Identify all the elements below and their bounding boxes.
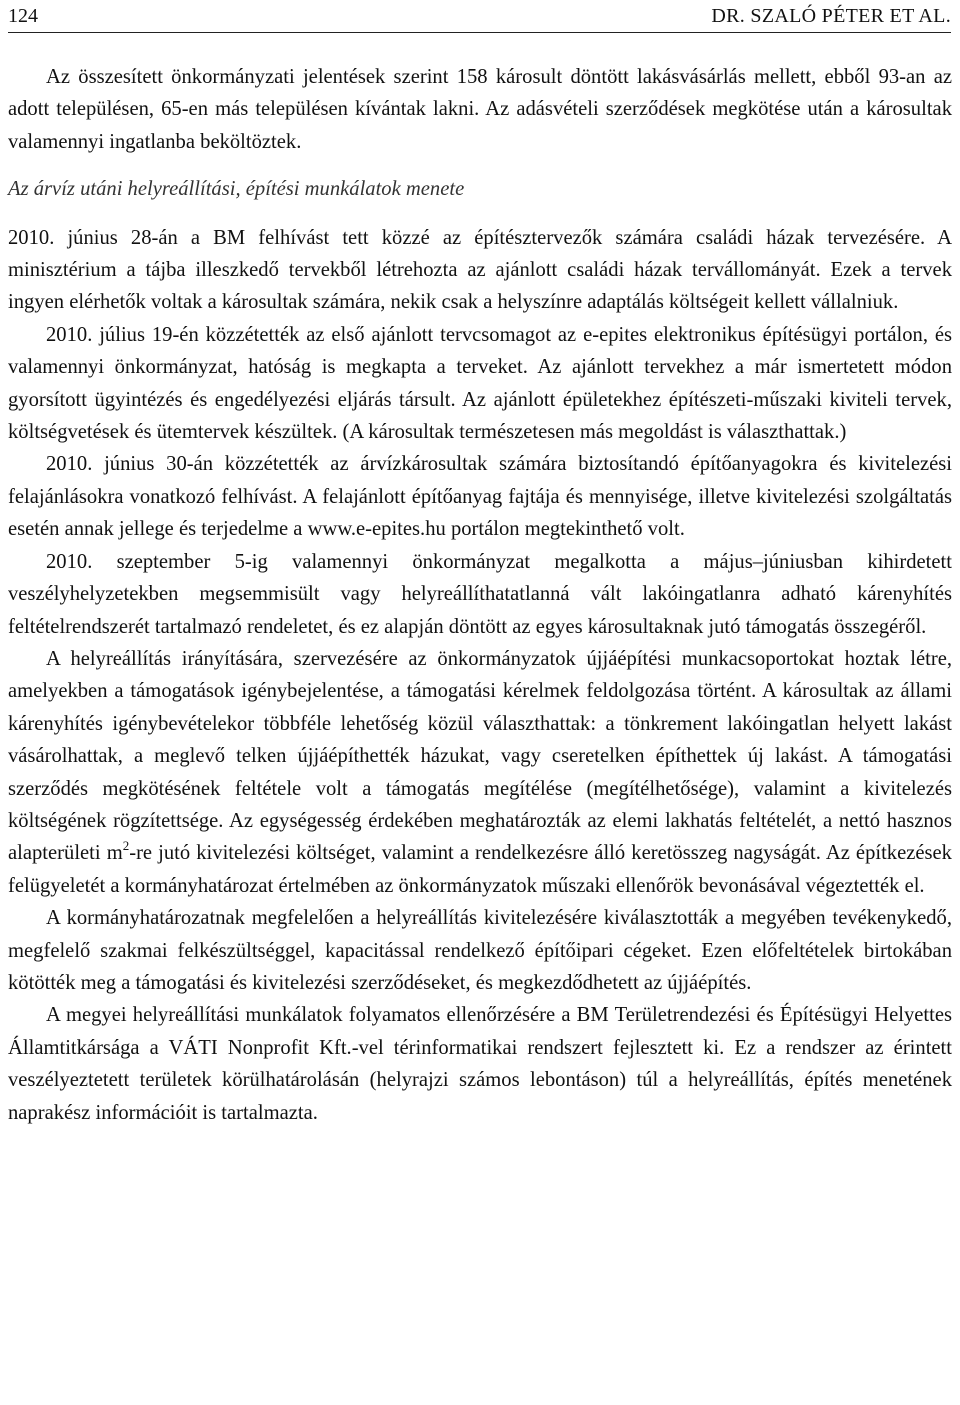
paragraph-6 [8, 643, 952, 902]
paragraph-3: 2010. július 19-én közzétették az első ajánlott tervcsomagot az e-epites elektronikus építésügyi portálon, és valamennyi önkormányzat, hatóság is megkapta a terveket. Az ajánlott tervekhez a már ismertetett módon gyorsított ügyintézés és engedélyezési eljárás társult. Az ajánlott épületekhez építészeti-műszaki kiviteli tervek, költségvetések és ütemtervek készültek. (A károsultak természetesen más megoldást is választhattak.) [8, 323, 952, 444]
section-heading: Az árvíz utáni helyreállítási, építési munkálatok menete [8, 178, 465, 201]
page-number: 124 [8, 5, 38, 27]
body-text [8, 61, 952, 1129]
running-title: DR. SZALÓ PÉTER ET AL. [711, 5, 951, 27]
superscript-2: 2 [122, 838, 130, 854]
paragraph-8: A megyei helyreállítási munkálatok folyamatos ellenőrzésére a BM Területrendezési és Építésügyi Helyettes Államtitkársága a VÁTI Nonprofit Kft.-vel térinformatikai rendszert fejlesztett ki. Ez a rendszer az érintett veszélyeztetett területek körülhatárolásán (helyrajzi számos lebontáson) túl a helyreállítás, építés menetének naprakész információit is tartalmazta. [8, 1004, 952, 1124]
paragraph-4: 2010. június 30-án közzétették az árvízkárosultak számára biztosítandó építőanyagokra és kivitelezési felajánlásokra vonatkozó felhívást. A felajánlott építőanyag fajtája és mennyisége, illetve kivitelezési szolgáltatás esetén annak jellege és terjedelme a www.e-​epites.hu portálon megtekinthető volt. [8, 453, 952, 541]
paragraph-1: Az összesített önkormányzati jelentések szerint 158 károsult döntött lakásvásárlás mellett, ebből 93-an az adott településen, 65-en más településen kívántak lakni. Az adásvételi szerződések megkötése után a károsultak valamennyi ingatlanba beköltöztek. [8, 66, 952, 153]
paragraph-6-part-2: -re jutó kivitelezési költséget, valamint a rendelkezésre álló keretösszeg nagyságát. Az építkezések felügyeletét a kormányhatározat értelmében az önkormányzatok műszaki ellenőrök bevonásával végeztették el. [8, 842, 952, 897]
paragraph-6-part-1: A helyreállítás irányítására, szervezésére az önkormányzatok újjáépítési munkacsoportokat hoztak létre, amelyekben a támogatások igénybejelentése, a támogatási kérelmek feldolgozása történt. A károsultak az állami kárenyhítés igénybevételekor többféle lehetőség közül választhattak: a tönkrement lakóingatlan helyett lakást vásárolhattak, a meglevő telken újjáépíthették házukat, vagy cseretelken építhettek új lakást. A támogatási szerződés megkötésének feltétele volt a támogatás megítélése (megítélhetősége), valamint a kivitelezés költségének rögzítettsége. Az egységesség érdekében meghatározták az elemi lakhatás feltételét, a nettó hasznos alapterületi m [8, 647, 952, 865]
page-header [8, 2, 951, 33]
paragraph-7: A kormányhatározatnak megfelelően a helyreállítás kivitelezésére kiválasztották a megyében tevékenykedő, megfelelő szakmai felkészültséggel, kapacitással rendelkező építőipari cégeket. Ezen előfeltételek birtokában kötötték meg a támogatási és kivitelezési szerződéseket, és megkezdődhetett az újjáépítés. [8, 907, 952, 994]
paragraph-2: 2010. június 28-án a BM felhívást tett közzé az építésztervezők számára családi házak tervezésére. A minisztérium a tájba illeszkedő tervekből létrehozta az ajánlott családi házak tervállományát. Ezek a tervek ingyen elérhetők voltak a károsultak számára, nekik csak a helyszínre adaptálás költségeit kellett vállalniuk. [8, 226, 952, 314]
paragraph-5: 2010. szeptember 5-ig valamennyi önkormányzat megalkotta a május–júniusban kihirdetett veszélyhelyzetekben megsemmisült vagy helyreállíthatatlanná vált lakóingatlanra adható kárenyhítés feltételrendszerét tartalmazó rendeletet, és ez alapján döntött az egyes károsultaknak jutó támogatás összegéről. [8, 550, 952, 638]
